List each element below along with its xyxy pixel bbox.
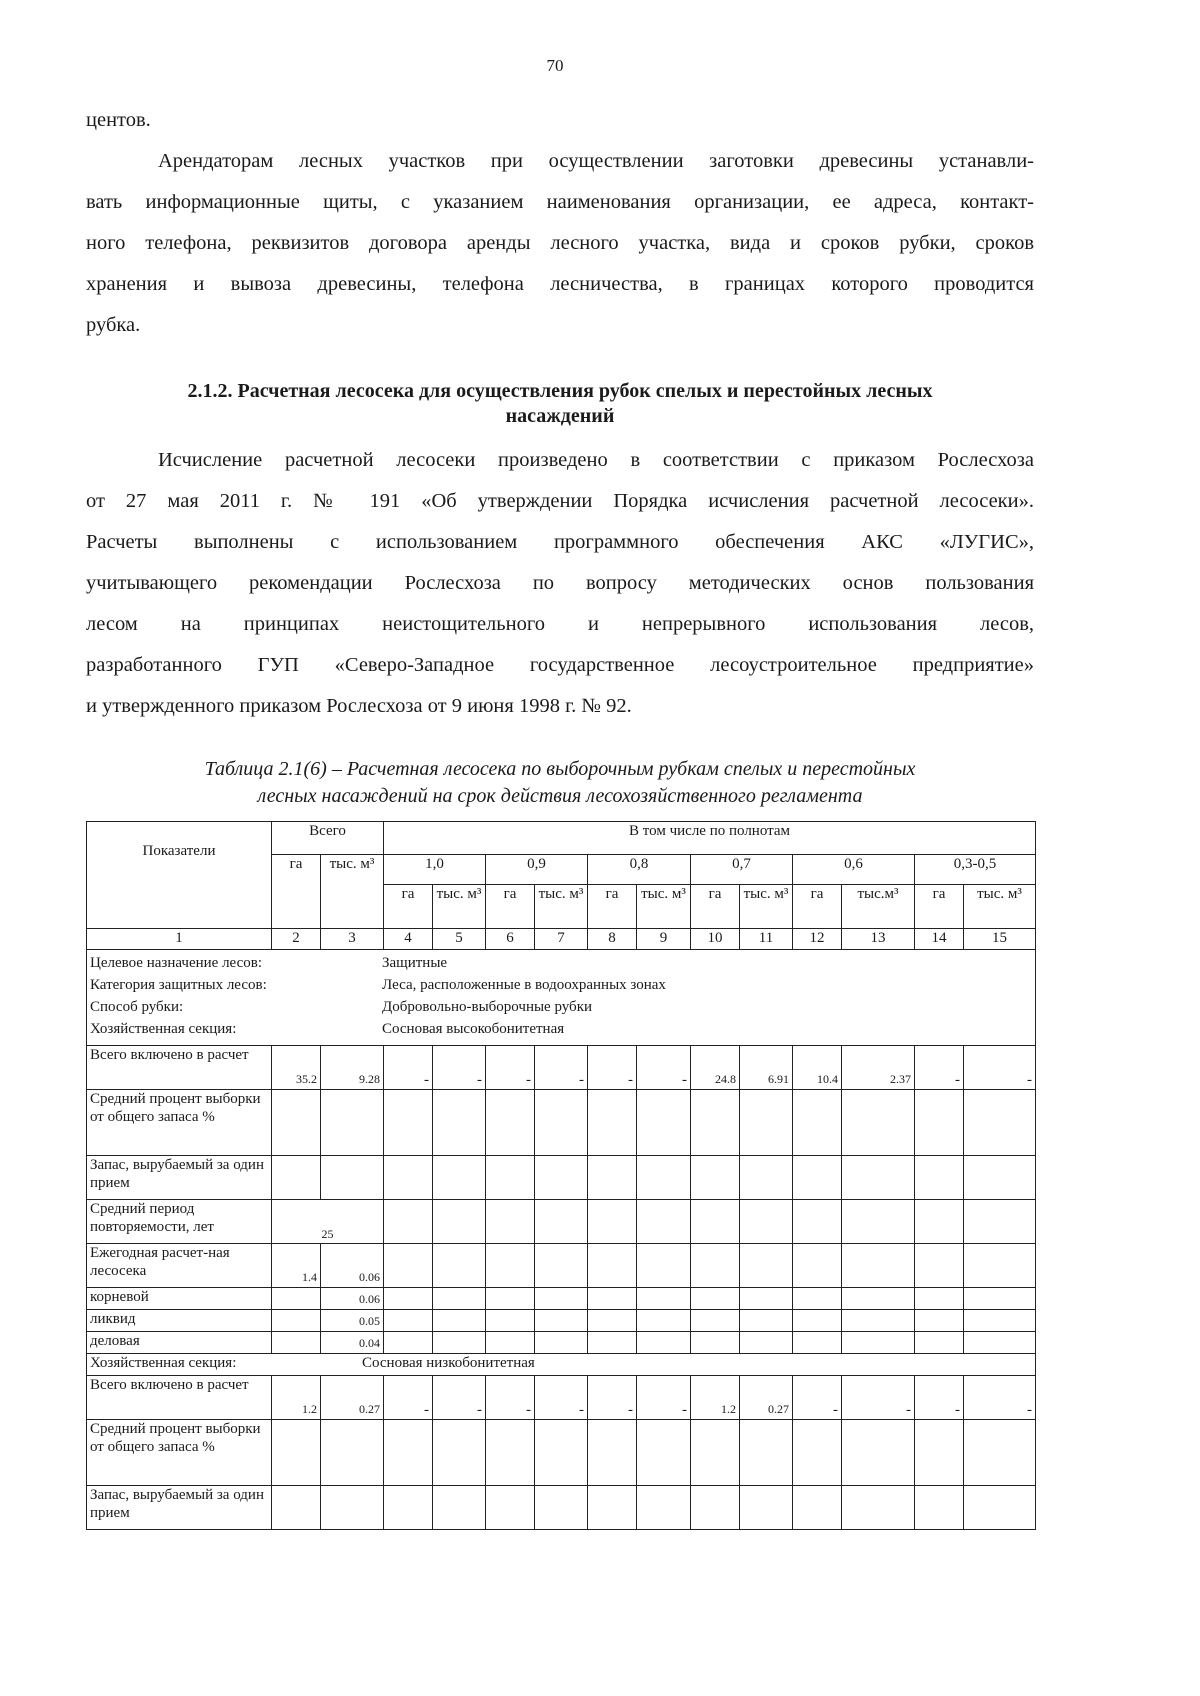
- table-caption: [86, 756, 1034, 810]
- text-line: Расчеты выполнены с использованием программного обеспечения АКС «ЛУГИС»,: [86, 531, 1034, 553]
- meta-value: Леса, расположенные в водоохранных зонах: [382, 977, 666, 993]
- column-number: 13: [842, 929, 915, 950]
- cell-value: -: [588, 1376, 637, 1420]
- cell-value: 0.06: [321, 1288, 384, 1310]
- header-ga: га: [915, 885, 964, 929]
- meta-key: Способ рубки:: [90, 999, 184, 1015]
- header-pokazateli: Показатели: [87, 822, 272, 929]
- text-line: от 27 мая 2011 г. № 191 «Об утверждении Порядка исчисления расчетной лесосеки».: [86, 490, 1034, 512]
- text-line: лесом на принципах неистощительного и непрерывного использования лесов,: [86, 613, 1034, 635]
- header-ga: га: [384, 885, 433, 929]
- column-number: 7: [535, 929, 588, 950]
- cell-value: 0.05: [321, 1310, 384, 1332]
- cell-value: -: [793, 1376, 842, 1420]
- column-number: 9: [637, 929, 691, 950]
- cell-value: -: [842, 1376, 915, 1420]
- row-label: Средний процент выборки от общего запаса %: [87, 1420, 272, 1486]
- table-row: [87, 1090, 1036, 1156]
- cell-value: -: [384, 1376, 433, 1420]
- header-polnota: 0,9: [486, 855, 588, 885]
- header-tys-m3: тыс. м³: [321, 855, 384, 929]
- meta-key: Хозяйственная секция:: [90, 1355, 237, 1371]
- text-line: вать информационные щиты, с указанием наименования организации, ее адреса, контакт-: [86, 191, 1034, 213]
- table-row: [87, 1200, 1036, 1244]
- text-line: хранения и вывоза древесины, телефона лесничества, в границах которого проводится: [86, 273, 1034, 295]
- column-number: 4: [384, 929, 433, 950]
- row-label: ликвид: [87, 1310, 272, 1332]
- column-number: 5: [433, 929, 486, 950]
- header-tys-m3: тыс. м³: [740, 885, 793, 929]
- text-line: центов.: [86, 109, 151, 131]
- allowable-cut-table: [86, 821, 1036, 1530]
- meta-value: Добровольно-выборочные рубки: [382, 999, 593, 1015]
- text-line: рубка.: [86, 314, 141, 336]
- header-ga: га: [793, 885, 842, 929]
- row-label: Средний период повторяемости, лет: [87, 1200, 272, 1244]
- paragraph-arendatory: [86, 141, 1034, 346]
- page-number: 70: [546, 56, 564, 75]
- column-number: 11: [740, 929, 793, 950]
- header-ga: га: [272, 855, 321, 929]
- header-ga: га: [691, 885, 740, 929]
- cell-value: -: [915, 1376, 964, 1420]
- header-tys-m3: тыс.м³: [842, 885, 915, 929]
- table-row: [87, 1486, 1036, 1530]
- column-number: 12: [793, 929, 842, 950]
- header-polnota: 0,6: [793, 855, 915, 885]
- column-number: 2: [272, 929, 321, 950]
- cell-value: 10.4: [793, 1046, 842, 1090]
- header-vsego: Всего: [272, 822, 384, 855]
- meta-value: Сосновая высокобонитетная: [382, 1021, 565, 1037]
- row-label: Запас, вырубаемый за один прием: [87, 1156, 272, 1200]
- cell-value: -: [964, 1376, 1036, 1420]
- section-heading: [86, 379, 1034, 429]
- cell-value: 25: [272, 1200, 384, 1244]
- heading-line: 2.1.2. Расчетная лесосека для осуществления рубок спелых и перестойных лесных: [187, 380, 933, 402]
- paragraph-continuation: [86, 100, 1034, 141]
- table-row: [87, 1420, 1036, 1486]
- cell-value: -: [535, 1376, 588, 1420]
- cell-value: 0.06: [321, 1244, 384, 1288]
- column-number: 8: [588, 929, 637, 950]
- cell-value: -: [637, 1046, 691, 1090]
- meta-key: Хозяйственная секция:: [90, 1021, 237, 1037]
- column-number: 3: [321, 929, 384, 950]
- column-number: 15: [964, 929, 1036, 950]
- row-label: Ежегодная расчет-ная лесосека: [87, 1244, 272, 1288]
- section-meta-row: [87, 1354, 1036, 1376]
- cell-value: 35.2: [272, 1046, 321, 1090]
- cell-value: 0.27: [740, 1376, 793, 1420]
- cell-value: -: [535, 1046, 588, 1090]
- meta-key: Категория защитных лесов:: [90, 977, 267, 993]
- table-row: [87, 1244, 1036, 1288]
- cell-value: 0.27: [321, 1376, 384, 1420]
- cell-value: 9.28: [321, 1046, 384, 1090]
- row-label: корневой: [87, 1288, 272, 1310]
- column-number: 14: [915, 929, 964, 950]
- text-line: ного телефона, реквизитов договора аренды лесного участка, вида и сроков рубки, сроков: [86, 232, 1034, 254]
- column-number: 10: [691, 929, 740, 950]
- cell-value: -: [486, 1046, 535, 1090]
- cell-value: -: [433, 1376, 486, 1420]
- column-number: 6: [486, 929, 535, 950]
- header-polnota: 0,8: [588, 855, 691, 885]
- cell-value: 24.8: [691, 1046, 740, 1090]
- text-line: и утвержденного приказом Рослесхоза от 9 июня 1998 г. № 92.: [86, 695, 632, 717]
- row-label: Всего включено в расчет: [87, 1376, 272, 1420]
- cell-value: -: [637, 1376, 691, 1420]
- header-v-tom-chisle: В том числе по полнотам: [384, 822, 1036, 855]
- cell-value: 1.2: [272, 1376, 321, 1420]
- cell-value: -: [486, 1376, 535, 1420]
- cell-value: 2.37: [842, 1046, 915, 1090]
- table-row: [87, 1156, 1036, 1200]
- header-tys-m3: тыс. м³: [433, 885, 486, 929]
- section-meta-row: [87, 950, 1036, 1046]
- table-row: [87, 1046, 1036, 1090]
- text-line: учитывающего рекомендации Рослесхоза по вопросу методических основ пользования: [86, 572, 1034, 594]
- header-polnota: 0,7: [691, 855, 793, 885]
- table-row: [87, 1376, 1036, 1420]
- section-meta-block: [87, 1354, 1036, 1376]
- text-line: Исчисление расчетной лесосеки произведено в соответствии с приказом Рослесхоза: [158, 449, 1034, 471]
- caption-line: Таблица 2.1(6) – Расчетная лесосека по выборочным рубкам спелых и перестойных: [204, 758, 916, 780]
- text-line: разработанного ГУП «Северо-Западное государственное лесоустроительное предприятие»: [86, 654, 1034, 676]
- header-row: [87, 822, 1036, 855]
- table-row: [87, 1310, 1036, 1332]
- row-label: деловая: [87, 1332, 272, 1354]
- header-polnota: 0,3-0,5: [915, 855, 1036, 885]
- header-ga: га: [486, 885, 535, 929]
- table-row: [87, 1332, 1036, 1354]
- meta-key: Целевое назначение лесов:: [90, 955, 262, 971]
- cell-value: 6.91: [740, 1046, 793, 1090]
- column-number: 1: [87, 929, 272, 950]
- cell-value: 1.4: [272, 1244, 321, 1288]
- section-meta-block: [87, 950, 1036, 1046]
- paragraph-ischislenie: [86, 440, 1034, 727]
- header-tys-m3: тыс. м³: [964, 885, 1036, 929]
- column-number-row: [87, 929, 1036, 950]
- meta-value: Защитные: [382, 955, 448, 971]
- meta-value: Сосновая низкобонитетная: [362, 1355, 535, 1371]
- row-label: Средний процент выборки от общего запаса %: [87, 1090, 272, 1156]
- cell-value: -: [433, 1046, 486, 1090]
- caption-line: лесных насаждений на срок действия лесохозяйственного регламента: [257, 785, 863, 807]
- cell-value: -: [588, 1046, 637, 1090]
- heading-line: насаждений: [505, 405, 615, 427]
- header-tys-m3: тыс. м³: [535, 885, 588, 929]
- row-label: Всего включено в расчет: [87, 1046, 272, 1090]
- cell-value: -: [964, 1046, 1036, 1090]
- cell-value: 1.2: [691, 1376, 740, 1420]
- cell-value: 0.04: [321, 1332, 384, 1354]
- header-tys-m3: тыс. м³: [637, 885, 691, 929]
- header-polnota: 1,0: [384, 855, 486, 885]
- table-row: [87, 1288, 1036, 1310]
- row-label: Запас, вырубаемый за один прием: [87, 1486, 272, 1530]
- cell-value: -: [384, 1046, 433, 1090]
- text-line: Арендаторам лесных участков при осуществлении заготовки древесины устанавли-: [158, 150, 1034, 172]
- header-ga: га: [588, 885, 637, 929]
- cell-value: -: [915, 1046, 964, 1090]
